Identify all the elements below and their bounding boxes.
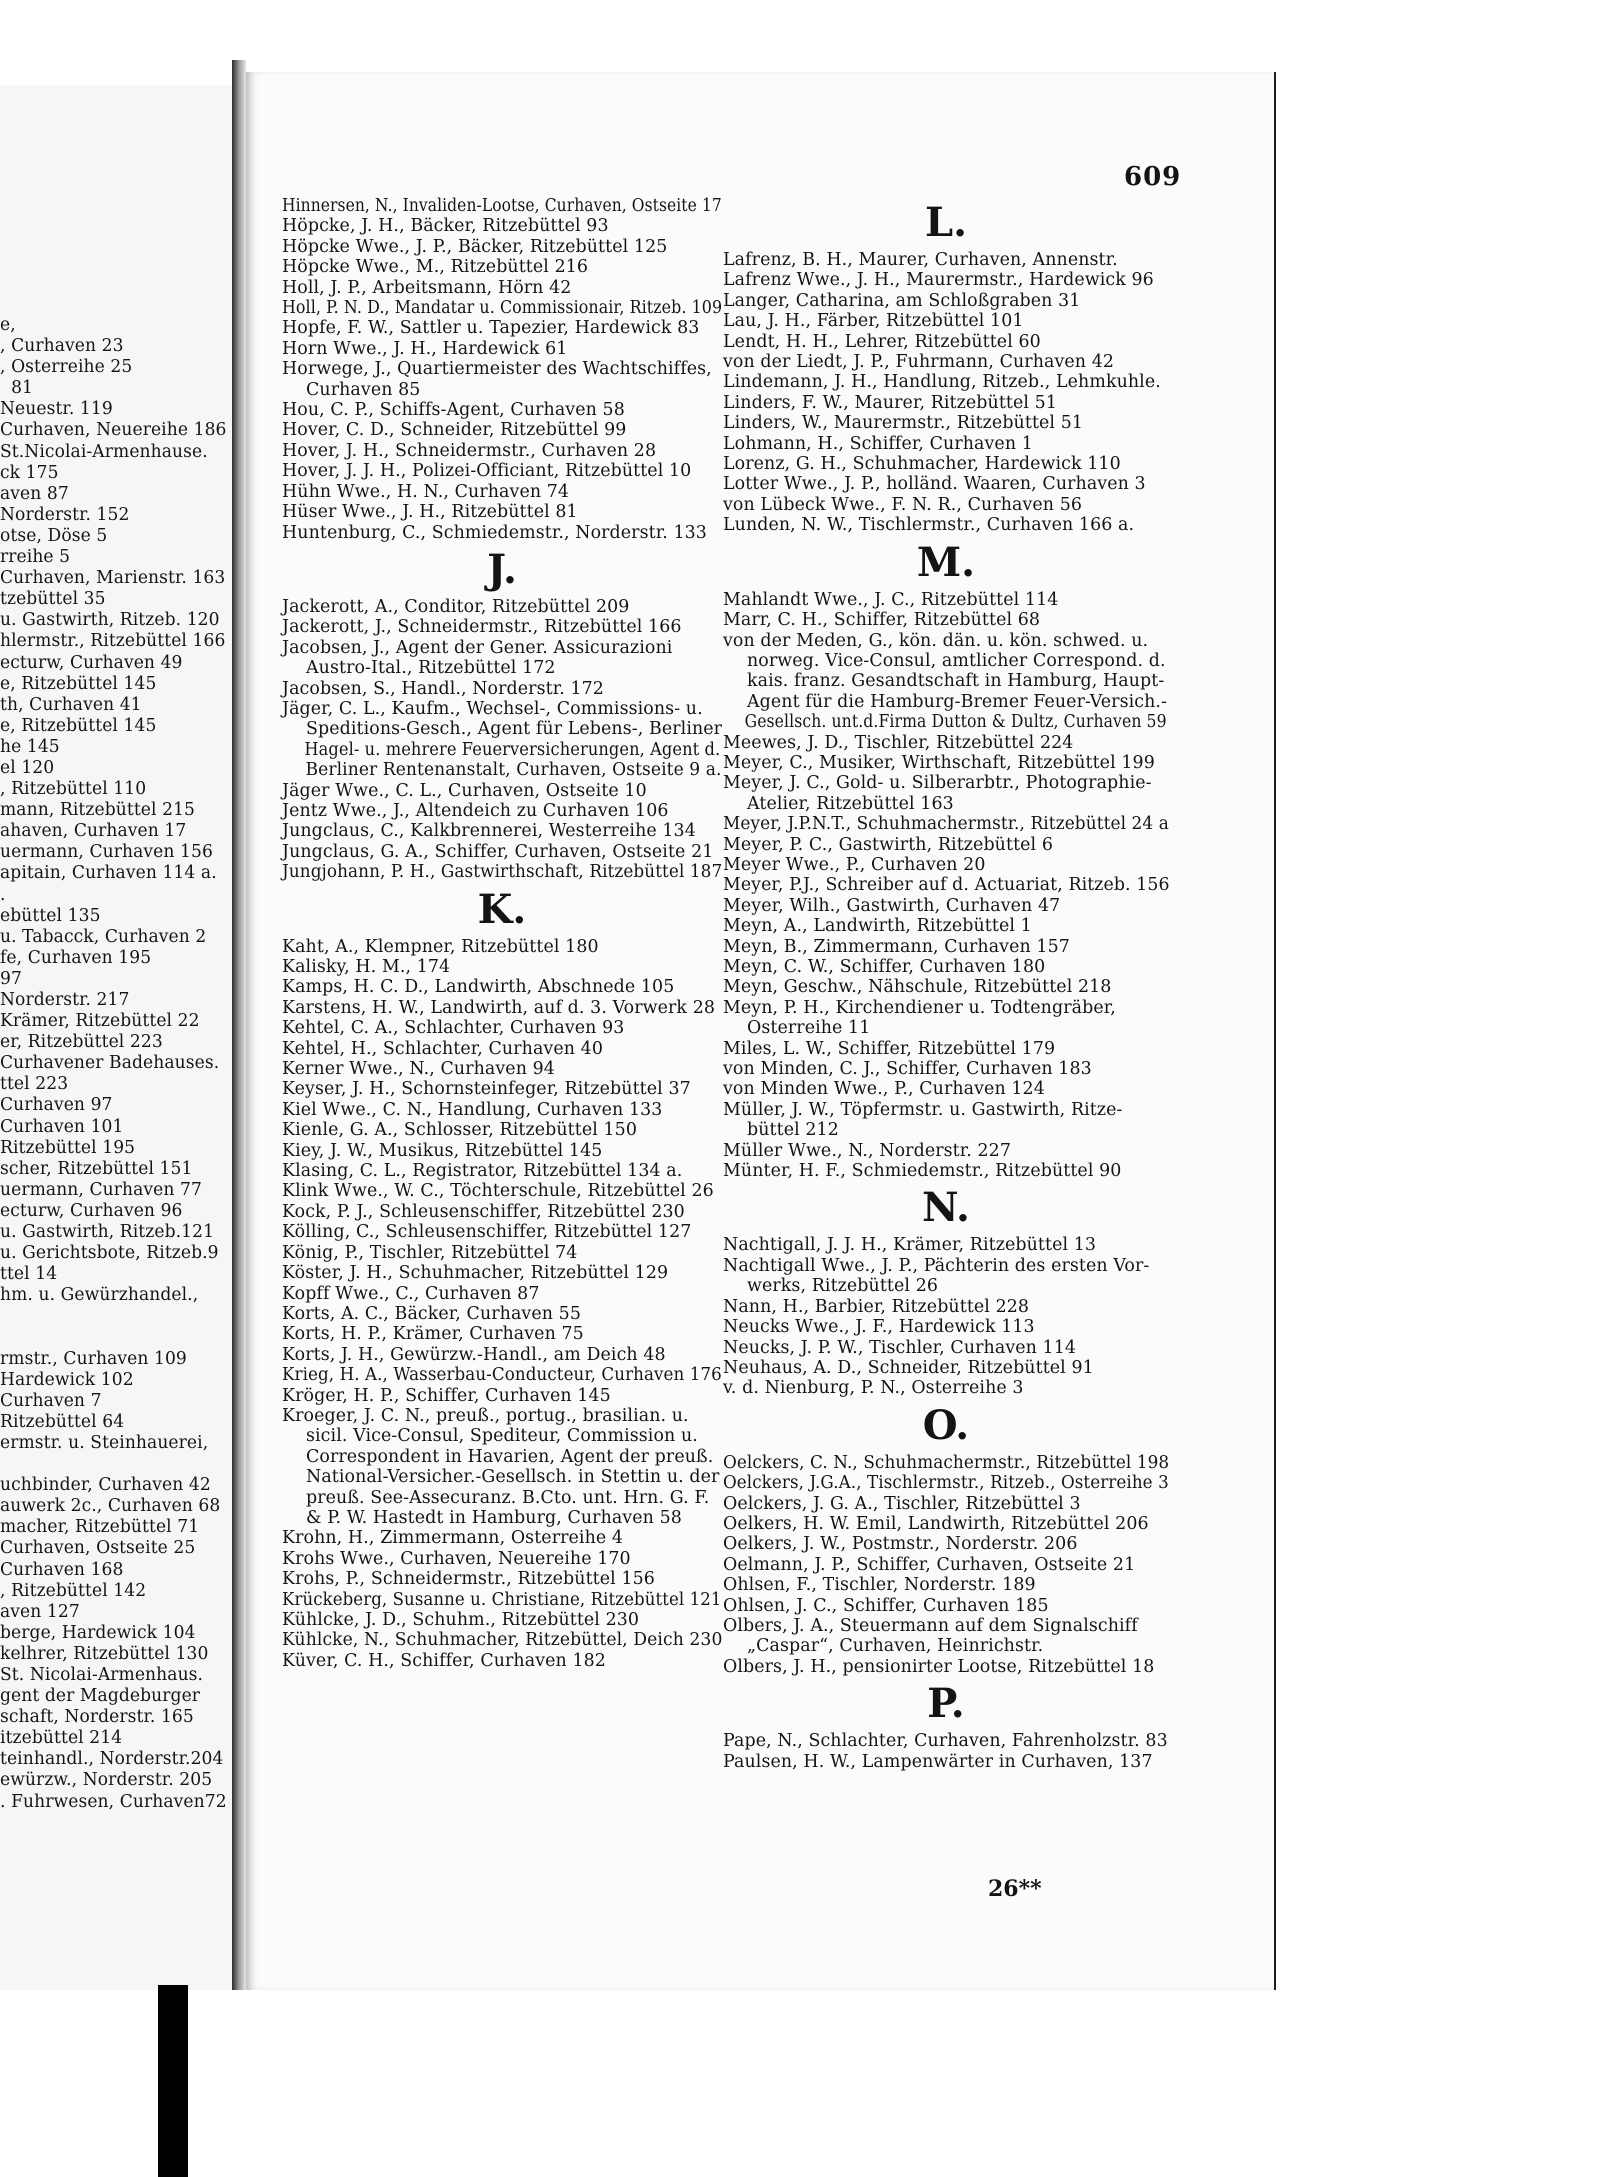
directory-entry: Kehtel, H., Schlachter, Curhaven 40 — [282, 1038, 603, 1059]
entry-continuation: preuß. See-Assecuranz. B.Cto. unt. Hrn. G. F. — [306, 1487, 710, 1508]
fragment-line: ahaven, Curhaven 17 — [0, 821, 187, 842]
directory-entry: Hopfe, F. W., Sattler u. Tapezier, Hardewick 83 — [282, 318, 700, 339]
directory-entry: Karstens, H. W., Landwirth, auf d. 3. Vorwerk 28 — [282, 997, 716, 1018]
directory-entry: Oelkers, H. W. Emil, Landwirth, Ritzebüttel 206 — [723, 1513, 1149, 1534]
entry-continuation: Hagel- u. mehrere Feuerversicherungen, Agent d. — [304, 739, 721, 760]
fragment-line: Curhavener Badehauses. — [0, 1053, 220, 1074]
fragment-line: otse, Döse 5 — [0, 525, 108, 546]
entry-continuation: büttel 212 — [747, 1120, 839, 1141]
fragment-line: rreihe 5 — [0, 547, 71, 568]
directory-column-left — [282, 196, 722, 1671]
directory-entry: Olbers, J. A., Steuermann auf dem Signalschiff — [723, 1615, 1138, 1636]
entry-continuation: Gesellsch. unt.d.Firma Dutton & Dultz, Curhaven 59 — [744, 712, 1167, 733]
fragment-line: Curhaven 168 — [0, 1559, 124, 1580]
directory-entry: Oelkers, J. W., Postmstr., Norderstr. 206 — [723, 1534, 1078, 1555]
fragment-line: schaft, Norderstr. 165 — [0, 1707, 194, 1728]
fragment-line: el 120 — [0, 757, 55, 778]
fragment-line: Hardewick 102 — [0, 1369, 134, 1390]
directory-entry: Jackerott, A., Conditor, Ritzebüttel 209 — [282, 596, 630, 617]
directory-entry: Mahlandt Wwe., J. C., Ritzebüttel 114 — [723, 589, 1059, 610]
directory-entry: Lau, J. H., Färber, Ritzebüttel 101 — [723, 311, 1024, 332]
entry-continuation: Correspondent in Havarien, Agent der preuß. — [306, 1446, 714, 1467]
directory-entry: Linders, W., Maurermstr., Ritzebüttel 51 — [723, 413, 1084, 434]
directory-entry: Langer, Catharina, am Schloßgraben 31 — [723, 290, 1081, 311]
fragment-line: scher, Ritzebüttel 151 — [0, 1158, 193, 1179]
fragment-line: ermstr. u. Steinhauerei, — [0, 1432, 209, 1453]
fragment-line: aven 127 — [0, 1601, 80, 1622]
directory-entry: Krieg, H. A., Wasserbau-Conducteur, Curhaven 176 — [282, 1365, 722, 1386]
fragment-line: uermann, Curhaven 156 — [0, 842, 213, 863]
directory-entry: Jungclaus, G. A., Schiffer, Curhaven, Ostseite 21 — [282, 841, 714, 862]
fragment-line: hlermstr., Ritzebüttel 166 — [0, 631, 226, 652]
directory-entry: Oelckers, C. N., Schuhmachermstr., Ritzebüttel 198 — [723, 1452, 1170, 1473]
directory-entry: Kamps, H. C. D., Landwirth, Abschnede 105 — [282, 977, 675, 998]
entry-continuation: kais. franz. Gesandtschaft in Hamburg, Haupt- — [747, 671, 1165, 692]
fragment-line — [0, 1454, 228, 1475]
fragment-line: gent der Magdeburger — [0, 1686, 201, 1707]
fragment-line: ebüttel 135 — [0, 905, 101, 926]
fragment-line: rmstr., Curhaven 109 — [0, 1348, 187, 1369]
fragment-line: apitain, Curhaven 114 a. — [0, 863, 217, 884]
directory-entry: Meyn, C. W., Schiffer, Curhaven 180 — [723, 957, 1046, 977]
directory-entry: Holl, P. N. D., Mandatar u. Commissionair, Ritzeb. 109 — [282, 298, 723, 319]
fragment-line: Curhaven 97 — [0, 1095, 113, 1116]
entry-continuation: „Caspar“, Curhaven, Heinrichstr. — [747, 1636, 1044, 1657]
fragment-line: kelhrer, Ritzebüttel 130 — [0, 1643, 209, 1664]
entry-continuation: Atelier, Ritzebüttel 163 — [747, 793, 954, 814]
directory-entry: Kiey, J. W., Musikus, Ritzebüttel 145 — [282, 1140, 603, 1161]
directory-entry: Meyer, J.P.N.T., Schuhmachermstr., Ritzebüttel 24 a — [723, 814, 1169, 835]
fragment-line: , Curhaven 23 — [0, 336, 124, 357]
entry-continuation: Curhaven 85 — [306, 379, 421, 400]
directory-entry: von der Meden, G., kön. dän. u. kön. schwed. u. — [723, 630, 1149, 651]
directory-entry: Kehtel, C. A., Schlachter, Curhaven 93 — [282, 1018, 625, 1039]
directory-entry: Jäger, C. L., Kaufm., Wechsel-, Commissions- u. — [282, 698, 703, 719]
fragment-line: u. Gastwirth, Ritzeb.121 — [0, 1222, 215, 1243]
directory-entry: Marr, C. H., Schiffer, Ritzebüttel 68 — [723, 610, 1041, 631]
directory-entry: Meyer, P. C., Gastwirth, Ritzebüttel 6 — [723, 834, 1054, 855]
directory-entry: Oelckers, J. G. A., Tischler, Ritzebüttel 3 — [723, 1493, 1081, 1514]
directory-entry: Müller, J. W., Töpfermstr. u. Gastwirth, Ritze- — [723, 1099, 1123, 1120]
directory-column-right — [723, 196, 1169, 1772]
fragment-line: fe, Curhaven 195 — [0, 947, 152, 968]
fragment-line: Ritzebüttel 195 — [0, 1137, 136, 1158]
directory-entry: Miles, L. W., Schiffer, Ritzebüttel 179 — [723, 1038, 1056, 1059]
directory-entry: Jungclaus, C., Kalkbrennerei, Westerreihe 134 — [282, 821, 696, 842]
entry-continuation: National-Versicher.-Gesellsch. in Stettin u. der — [306, 1467, 720, 1488]
directory-entry: Lendt, H. H., Lehrer, Ritzebüttel 60 — [723, 331, 1041, 352]
fragment-line: er, Ritzebüttel 223 — [0, 1032, 163, 1053]
fragment-line: Curhaven 7 — [0, 1390, 102, 1411]
directory-entry: Jackerott, J., Schneidermstr., Ritzebüttel 166 — [282, 617, 682, 638]
directory-entry: Höpcke Wwe., J. P., Bäcker, Ritzebüttel 125 — [282, 236, 668, 257]
section-letter: O. — [922, 1401, 970, 1449]
directory-entry: Köster, J. H., Schuhmacher, Ritzebüttel 129 — [282, 1263, 669, 1284]
directory-entry: Neucks, J. P. W., Tischler, Curhaven 114 — [723, 1337, 1077, 1358]
printer-signature: 26** — [988, 1876, 1042, 1902]
section-letter: M. — [916, 538, 976, 586]
directory-entry: König, P., Tischler, Ritzebüttel 74 — [282, 1242, 578, 1263]
directory-entry: Horn Wwe., J. H., Hardewick 61 — [282, 338, 568, 359]
directory-entry: Linders, F. W., Maurer, Ritzebüttel 51 — [723, 392, 1058, 413]
entry-continuation: & P. W. Hastedt in Hamburg, Curhaven 58 — [306, 1507, 682, 1528]
directory-entry: Kerner Wwe., N., Curhaven 94 — [282, 1059, 555, 1080]
directory-entry: Ohlsen, J. C., Schiffer, Curhaven 185 — [723, 1595, 1049, 1616]
fragment-line: , Osterreihe 25 — [0, 357, 133, 378]
fragment-line: macher, Ritzebüttel 71 — [0, 1517, 200, 1538]
directory-entry: Lotter Wwe., J. P., holländ. Waaren, Curhaven 3 — [723, 474, 1146, 495]
fragment-line: . — [0, 884, 6, 905]
fragment-line: St.Nicolai-Armenhause. — [0, 441, 208, 462]
fragment-line — [0, 1328, 228, 1349]
directory-entry: Meyn, Geschw., Nähschule, Ritzebüttel 218 — [723, 977, 1112, 998]
fragment-line: uchbinder, Curhaven 42 — [0, 1475, 211, 1496]
directory-entry: Meyn, A., Landwirth, Ritzebüttel 1 — [723, 916, 1032, 937]
directory-entry: Jentz Wwe., J., Altendeich zu Curhaven 106 — [282, 800, 669, 821]
directory-entry: Oelmann, J. P., Schiffer, Curhaven, Ostseite 21 — [723, 1554, 1136, 1575]
entry-continuation: Speditions-Gesch., Agent für Lebens-, Berliner — [306, 719, 723, 740]
entry-continuation: Agent für die Hamburg-Bremer Feuer-Versich.- — [747, 691, 1167, 712]
fragment-line: Norderstr. 217 — [0, 990, 130, 1010]
directory-entry: Korts, J. H., Gewürzw.-Handl., am Deich 48 — [282, 1344, 666, 1365]
directory-entry: Hüser Wwe., J. H., Ritzebüttel 81 — [282, 502, 578, 523]
directory-entry: Meyer, P.J., Schreiber auf d. Actuariat, Ritzeb. 156 — [723, 875, 1170, 896]
directory-entry: Jacobsen, J., Agent der Gener. Assicurazioni — [282, 637, 673, 658]
directory-entry: Kiel Wwe., C. N., Handlung, Curhaven 133 — [282, 1099, 663, 1120]
entry-continuation: Austro-Ital., Ritzebüttel 172 — [306, 658, 556, 679]
directory-entry: Hou, C. P., Schiffs-Agent, Curhaven 58 — [282, 400, 625, 421]
directory-entry: Nachtigall, J. J. H., Krämer, Ritzebüttel 13 — [723, 1235, 1097, 1256]
page-number: 609 — [1124, 162, 1182, 192]
fragment-line: Curhaven, Neuereihe 186 — [0, 420, 227, 441]
directory-entry: Kaht, A., Klempner, Ritzebüttel 180 — [282, 936, 599, 957]
directory-entry: Krückeberg, Susanne u. Christiane, Ritzebüttel 121 — [282, 1589, 722, 1610]
directory-entry: Olbers, J. H., pensionirter Lootse, Ritzebüttel 18 — [723, 1656, 1155, 1677]
directory-entry: Klink Wwe., W. C., Töchterschule, Ritzebüttel 26 — [282, 1181, 714, 1202]
entry-continuation: norweg. Vice-Consul, amtlicher Correspond. d. — [747, 650, 1166, 671]
directory-entry: Holl, J. P., Arbeitsmann, Hörn 42 — [282, 277, 572, 298]
fragment-line: e, Ritzebüttel 145 — [0, 715, 157, 736]
fragment-line: berge, Hardewick 104 — [0, 1622, 196, 1643]
directory-entry: Jungjohann, P. H., Gastwirthschaft, Ritzebüttel 187 — [282, 862, 723, 883]
directory-entry: Kroeger, J. C. N., preuß., portug., brasilian. u. — [282, 1405, 689, 1426]
directory-entry: Neucks Wwe., J. F., Hardewick 113 — [723, 1317, 1035, 1338]
directory-entry: Pape, N., Schlachter, Curhaven, Fahrenholzstr. 83 — [723, 1731, 1168, 1752]
directory-entry: von Minden Wwe., P., Curhaven 124 — [723, 1079, 1045, 1100]
directory-entry: Keyser, J. H., Schornsteinfeger, Ritzebüttel 37 — [282, 1079, 691, 1100]
directory-entry: Kühlcke, J. D., Schuhm., Ritzebüttel 230 — [282, 1610, 640, 1630]
directory-entry: Höpcke, J. H., Bäcker, Ritzebüttel 93 — [282, 216, 609, 237]
directory-entry: Krohn, H., Zimmermann, Osterreihe 4 — [282, 1528, 624, 1549]
directory-entry: Nachtigall Wwe., J. P., Pächterin des ersten Vor- — [723, 1255, 1150, 1276]
fragment-line: Ritzebüttel 64 — [0, 1411, 125, 1432]
directory-entry: Kröger, H. P., Schiffer, Curhaven 145 — [282, 1385, 611, 1406]
directory-entry: Krohs, P., Schneidermstr., Ritzebüttel 156 — [282, 1569, 655, 1590]
fragment-line: Curhaven, Ostseite 25 — [0, 1538, 196, 1559]
directory-entry: Hühn Wwe., H. N., Curhaven 74 — [282, 481, 570, 502]
fragment-line: u. Gastwirth, Ritzeb. 120 — [0, 610, 220, 631]
fragment-line: tzebüttel 35 — [0, 589, 106, 610]
background-bottom — [0, 2000, 1600, 2177]
directory-entry: Meyer, J. C., Gold- u. Silberarbtr., Photographie- — [723, 773, 1152, 794]
fragment-line: Neuestr. 119 — [0, 399, 113, 420]
fragment-line: aven 87 — [0, 483, 69, 504]
directory-entry: Meyer, Wilh., Gastwirth, Curhaven 47 — [723, 895, 1061, 916]
fragment-line: he 145 — [0, 736, 60, 757]
directory-entry: Kühlcke, N., Schuhmacher, Ritzebüttel, Deich 230 — [282, 1630, 723, 1651]
fragment-line: 81 — [0, 378, 34, 399]
directory-entry: Korts, H. P., Krämer, Curhaven 75 — [282, 1324, 584, 1345]
directory-entry: Meyer, C., Musiker, Wirthschaft, Ritzebüttel 199 — [723, 752, 1155, 773]
fragment-line: ck 175 — [0, 462, 59, 483]
directory-entry: v. d. Nienburg, P. N., Osterreihe 3 — [723, 1378, 1024, 1399]
directory-entry: Kock, P. J., Schleusenschiffer, Ritzebüttel 230 — [282, 1201, 685, 1222]
directory-entry: Ohlsen, F., Tischler, Norderstr. 189 — [723, 1575, 1036, 1596]
scan-edge-bar — [158, 1985, 188, 2177]
fragment-line: , Ritzebüttel 110 — [0, 779, 147, 800]
fragment-line: Curhaven 101 — [0, 1116, 124, 1137]
entry-continuation: Osterreihe 11 — [747, 1018, 871, 1039]
directory-entry: Lafrenz Wwe., J. H., Maurermstr., Hardewick 96 — [723, 270, 1154, 291]
section-letter: P. — [927, 1680, 965, 1728]
directory-entry: Küver, C. H., Schiffer, Curhaven 182 — [282, 1650, 606, 1671]
fragment-line: th, Curhaven 41 — [0, 694, 142, 715]
fragment-line: St. Nicolai-Armenhaus. — [0, 1665, 204, 1685]
fragment-line: ecturw, Curhaven 96 — [0, 1200, 183, 1221]
directory-entry: Lohmann, H., Schiffer, Curhaven 1 — [723, 433, 1033, 454]
directory-entry: Meyer Wwe., P., Curhaven 20 — [723, 854, 986, 875]
fragment-line: hm. u. Gewürzhandel., — [0, 1285, 199, 1306]
fragment-line: Norderstr. 152 — [0, 504, 130, 525]
fragment-line: u. Tabacck, Curhaven 2 — [0, 926, 207, 947]
fragment-line: 97 — [0, 968, 22, 989]
directory-entry: Lorenz, G. H., Schuhmacher, Hardewick 110 — [723, 454, 1121, 475]
fragment-line: auwerk 2c., Curhaven 68 — [0, 1496, 221, 1517]
directory-entry: von Minden, C. J., Schiffer, Curhaven 183 — [723, 1059, 1092, 1080]
directory-entry: Krohs Wwe., Curhaven, Neuereihe 170 — [282, 1548, 631, 1569]
entry-continuation: sicil. Vice-Consul, Spediteur, Commission u. — [306, 1426, 698, 1447]
directory-entry: Kalisky, H. M., 174 — [282, 957, 451, 977]
fragment-line: teinhandl., Norderstr.204 — [0, 1749, 224, 1770]
directory-entry: Klasing, C. L., Registrator, Ritzebüttel 134 a. — [282, 1161, 683, 1182]
directory-entry: Jäger Wwe., C. L., Curhaven, Ostseite 10 — [282, 780, 647, 801]
directory-entry: Hover, J. H., Schneidermstr., Curhaven 28 — [282, 440, 657, 461]
left-page-fragment — [0, 315, 232, 1813]
fragment-line: Krämer, Ritzebüttel 22 — [0, 1011, 200, 1032]
fragment-line: Curhaven, Marienstr. 163 — [0, 568, 226, 589]
directory-entry: Lindemann, J. H., Handlung, Ritzeb., Lehmkuhle. — [723, 372, 1161, 393]
directory-entry: Kölling, C., Schleusenschiffer, Ritzebüttel 127 — [282, 1222, 692, 1243]
section-letter: N. — [922, 1184, 970, 1232]
directory-entry: Hover, C. D., Schneider, Ritzebüttel 99 — [282, 420, 627, 441]
section-letter: J. — [487, 545, 517, 593]
directory-entry: Münter, H. F., Schmiedemstr., Ritzebüttel 90 — [723, 1161, 1122, 1182]
directory-entry: Nann, H., Barbier, Ritzebüttel 228 — [723, 1296, 1030, 1317]
directory-entry: Lunden, N. W., Tischlermstr., Curhaven 166 a. — [723, 515, 1135, 536]
directory-entry: Kienle, G. A., Schlosser, Ritzebüttel 150 — [282, 1120, 637, 1141]
section-letter: L. — [924, 199, 968, 246]
directory-entry: Korts, A. C., Bäcker, Curhaven 55 — [282, 1303, 581, 1324]
section-letter: K. — [477, 885, 527, 933]
directory-entry: Müller Wwe., N., Norderstr. 227 — [723, 1140, 1011, 1161]
fragment-line: , Ritzebüttel 142 — [0, 1580, 147, 1601]
directory-entry: Hover, J. J. H., Polizei-Officiant, Ritzebüttel 10 — [282, 461, 692, 482]
directory-entry: Neuhaus, A. D., Schneider, Ritzebüttel 91 — [723, 1357, 1094, 1378]
directory-entry: Meyn, B., Zimmermann, Curhaven 157 — [723, 936, 1070, 957]
fragment-line: uermann, Curhaven 77 — [0, 1179, 202, 1200]
fragment-line — [0, 1306, 228, 1327]
book-gutter — [232, 60, 246, 1990]
directory-entry: von Lübeck Wwe., F. N. R., Curhaven 56 — [723, 494, 1083, 515]
entry-continuation: Berliner Rentenanstalt, Curhaven, Ostseite 9 a. — [305, 760, 722, 781]
directory-entry: Meyn, P. H., Kirchendiener u. Todtengräber, — [723, 997, 1116, 1018]
directory-entry: von der Liedt, J. P., Fuhrmann, Curhaven 42 — [723, 352, 1115, 373]
fragment-line: mann, Ritzebüttel 215 — [0, 800, 196, 821]
directory-entry: Horwege, J., Quartiermeister des Wachtschiffes, — [282, 359, 712, 380]
directory-entry: Hinnersen, N., Invaliden-Lootse, Curhaven, Ostseite 17 — [282, 196, 722, 216]
directory-entry: Huntenburg, C., Schmiedemstr., Norderstr. 133 — [282, 522, 707, 543]
directory-entry: Kopff Wwe., C., Curhaven 87 — [282, 1283, 540, 1304]
left-page — [0, 85, 235, 1990]
fragment-line: itzebüttel 214 — [0, 1728, 123, 1749]
fragment-line: ttel 14 — [0, 1264, 58, 1285]
fragment-line: e, Ritzebüttel 145 — [0, 673, 157, 694]
directory-entry: Lafrenz, B. H., Maurer, Curhaven, Annenstr. — [723, 250, 1118, 270]
fragment-line: e, — [0, 315, 16, 335]
directory-entry: Höpcke Wwe., M., Ritzebüttel 216 — [282, 257, 589, 278]
directory-entry: Oelckers, J.G.A., Tischlermstr., Ritzeb., Osterreihe 3 — [723, 1473, 1169, 1494]
fragment-line: ttel 223 — [0, 1074, 69, 1095]
fragment-line: . Fuhrwesen, Curhaven72 — [0, 1791, 227, 1812]
directory-entry: Jacobsen, S., Handl., Norderstr. 172 — [282, 678, 604, 699]
fragment-line: u. Gerichtsbote, Ritzeb.9 — [0, 1243, 219, 1264]
fragment-line: ecturw, Curhaven 49 — [0, 652, 183, 673]
entry-continuation: werks, Ritzebüttel 26 — [747, 1276, 939, 1297]
directory-entry: Meewes, J. D., Tischler, Ritzebüttel 224 — [723, 732, 1074, 753]
fragment-line: ewürzw., Norderstr. 205 — [0, 1770, 213, 1791]
directory-entry: Paulsen, H. W., Lampenwärter in Curhaven, 137 — [723, 1751, 1153, 1772]
